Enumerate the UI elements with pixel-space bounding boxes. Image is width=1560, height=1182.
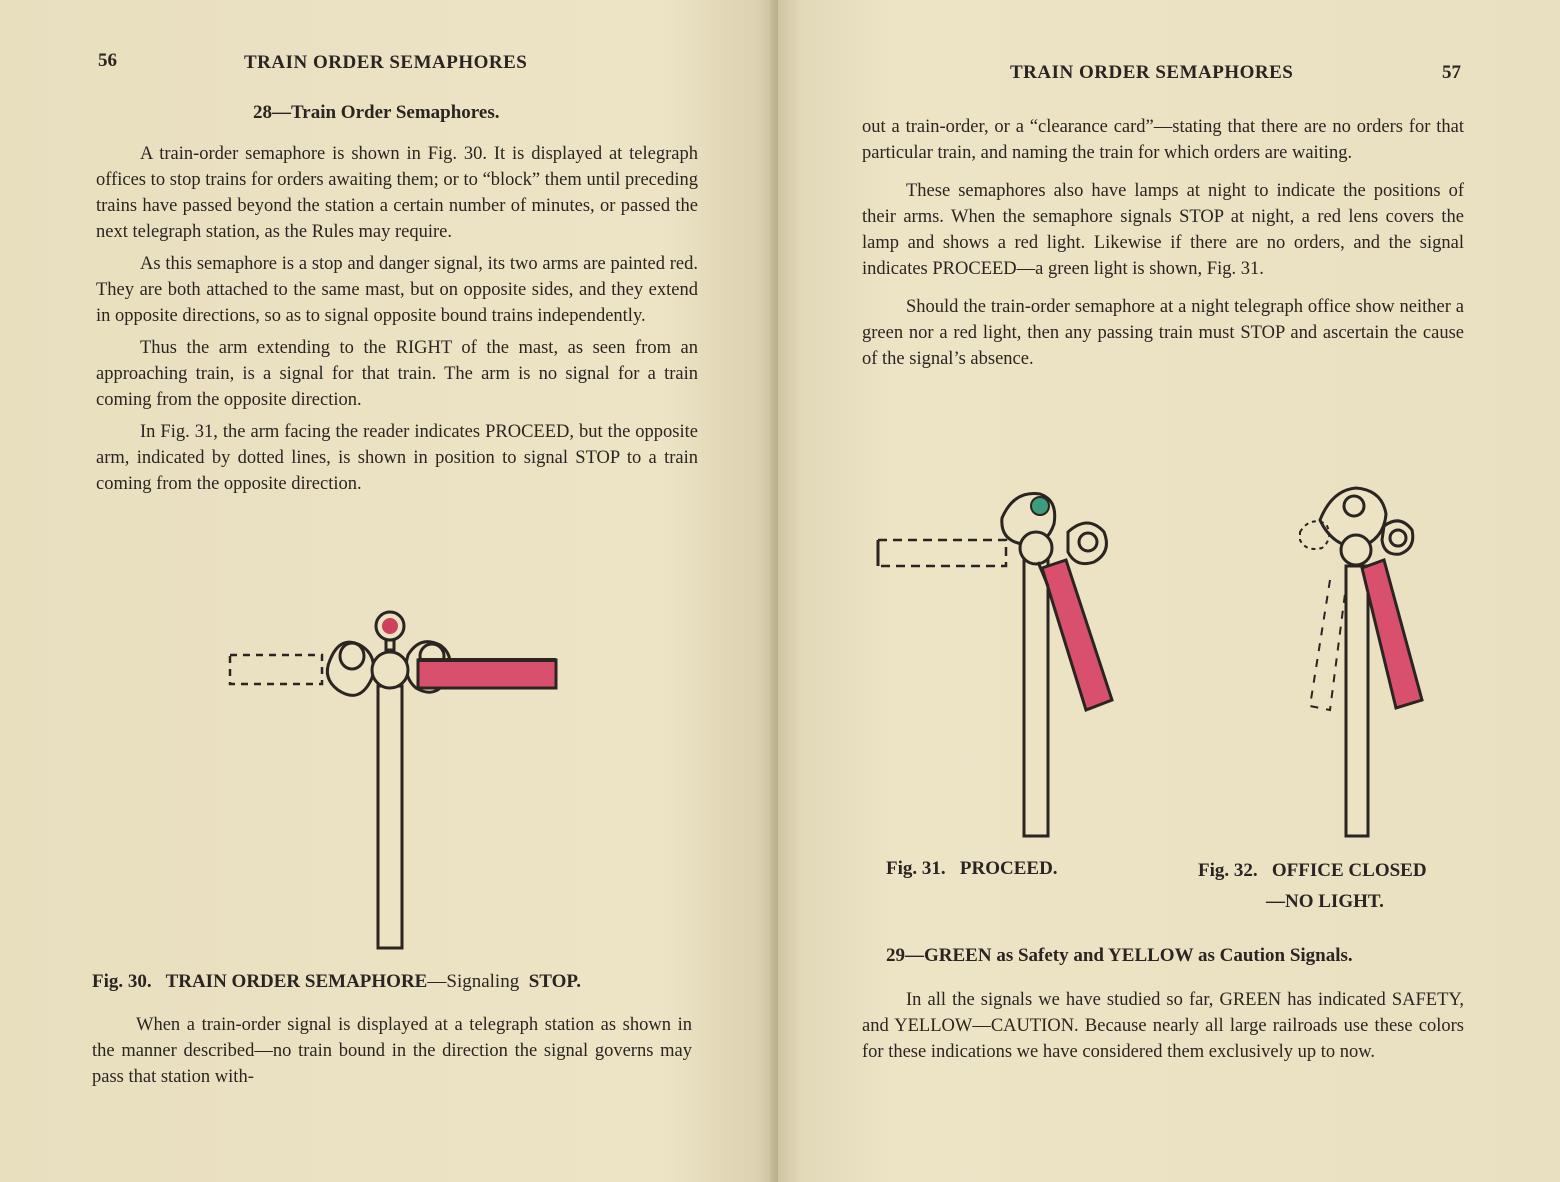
fig30-caption-label: Fig. 30. <box>92 971 152 992</box>
fig32-caption-label: Fig. 32. <box>1198 860 1258 881</box>
section-heading-29: 29—GREEN as Safety and YELLOW as Caution Signals. <box>886 945 1353 966</box>
fig30-red-arm <box>418 660 556 688</box>
fig30-semaphore-illustration <box>0 0 778 1182</box>
page-number-left: 56 <box>98 50 117 71</box>
left-page <box>0 0 778 1182</box>
left-paragraph-continuation: When a train-order signal is displayed at a telegraph station as shown in the manner described—no train bound in the direction the signal governs may pass that station with- <box>92 1015 692 1087</box>
left-paragraph-2: As this semaphore is a stop and danger signal, its two arms are painted red. They are both attached to the same mast, but on opposite sides, and they extend in opposite directions, so as to signal opposite bound trains independently. <box>96 254 698 326</box>
fig30-caption-rest: —Signaling <box>427 971 520 992</box>
fig31-semaphore <box>878 494 1112 837</box>
right-paragraph-1: out a train-order, or a “clearance card”—stating that there are no orders for that particular train, and naming the train for which orders are waiting. <box>862 117 1464 163</box>
fig32-caption-line2: —NO LIGHT. <box>1266 891 1384 912</box>
fig30-mast <box>378 686 402 948</box>
fig32-dotted-arm <box>1310 580 1346 710</box>
fig31-caption-title: PROCEED. <box>959 858 1058 879</box>
fig32-semaphore <box>1300 488 1422 836</box>
fig30-dotted-arm <box>230 655 322 684</box>
right-closing-text <box>862 987 1464 1071</box>
fig32-caption-title: OFFICE CLOSED <box>1271 860 1427 881</box>
section-heading-28-text: 28—Train Order Semaphores. <box>253 102 500 123</box>
left-paragraph-4: In Fig. 31, the arm facing the reader indicates PROCEED, but the opposite arm, indicated by dotted lines, is shown in position to signal STOP to a train coming from the opposite direction. <box>96 422 698 494</box>
fig31-caption-label: Fig. 31. <box>886 858 946 879</box>
fig31-dotted-arm <box>878 540 1006 566</box>
running-head-right: TRAIN ORDER SEMAPHORES <box>1010 62 1294 83</box>
left-paragraph-3: Thus the arm extending to the RIGHT of the mast, as seen from an approaching train, is a signal for that train. The arm is no signal for a train coming from the opposite direction. <box>96 338 698 410</box>
right-paragraph-3: Should the train-order semaphore at a night telegraph office show neither a green nor a red light, then any passing train must STOP and ascertain the cause of the signal’s absence. <box>862 297 1464 369</box>
fig30-caption <box>92 971 581 993</box>
right-closing-paragraph: In all the signals we have studied so far, GREEN has indicated SAFETY, and YELLOW—CAUTION. Because nearly all large railroads use these colors for these indications we have considered them exclusively up to now. <box>862 990 1464 1062</box>
page-number-right: 57 <box>1442 62 1461 83</box>
fig30-left-spectacle <box>327 642 373 695</box>
fig31-red-arm <box>1042 560 1112 710</box>
fig30-mast-hub <box>372 652 408 688</box>
left-continuation-text <box>92 1012 692 1096</box>
fig32-caption <box>1198 860 1427 882</box>
fig31-caption <box>886 858 1058 880</box>
left-paragraph-1: A train-order semaphore is shown in Fig. 30. It is displayed at telegraph offices to stop trains for orders awaiting them; or to “block” them until preceding trains have passed beyond the station a certain number of minutes, or passed the next telegraph station, as the Rules may require. <box>96 144 698 242</box>
right-paragraph-2: These semaphores also have lamps at night to indicate the positions of their arms. When the semaphore signals STOP at night, a red lens covers the lamp and shows a red light. Likewise if there are no orders, and the signal indicates PROCEED—a green light is shown, Fig. 31. <box>862 181 1464 279</box>
right-page <box>778 0 1560 1182</box>
fig30-caption-end: STOP. <box>528 971 582 992</box>
running-head-left: TRAIN ORDER SEMAPHORES <box>244 52 528 73</box>
fig30-caption-title: TRAIN ORDER SEMAPHORE <box>165 971 428 992</box>
fig32-red-arm <box>1362 560 1422 708</box>
fig31-lamp-green <box>1031 497 1049 515</box>
